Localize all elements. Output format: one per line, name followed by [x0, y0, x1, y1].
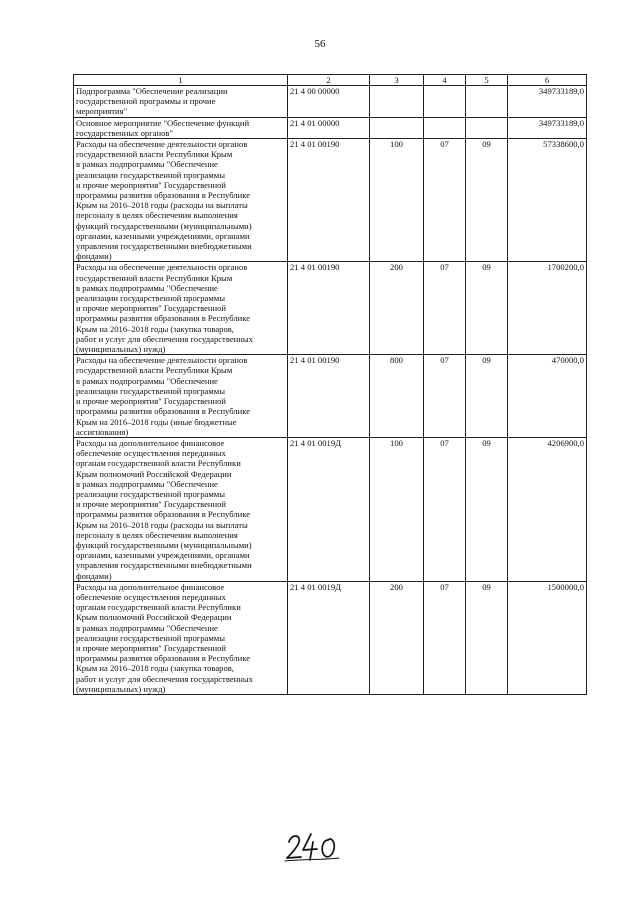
row-target-code: 21 4 01 00190: [288, 355, 370, 438]
table-header-row: [74, 75, 587, 86]
row-description: Основное мероприятие "Обеспечение функций государственных органов": [74, 117, 288, 138]
row-section: [424, 117, 466, 138]
row-subsection: 09: [466, 437, 508, 581]
handwritten-page-mark: [283, 830, 343, 864]
row-amount: 349733189,0: [508, 117, 587, 138]
row-description: Расходы на обеспечение деятельности органов государственной власти Республики Крым в рамках подпрограммы "Обеспечение реализации государственной программы и прочие мероприятия" Государственной программы развития образования в Республике Крым на 2016–2018 годы (закупка товаров, работ и услуг для обеспечения государственных (муниципальных) нужд): [74, 262, 288, 355]
row-section: 07: [424, 139, 466, 262]
row-section: 07: [424, 262, 466, 355]
row-expense-type: 200: [370, 262, 424, 355]
page-number: 56: [314, 38, 326, 50]
table-row: [74, 355, 587, 438]
row-expense-type: 100: [370, 139, 424, 262]
table-row: [74, 86, 587, 118]
column-header: 3: [370, 75, 424, 86]
row-description: Расходы на обеспечение деятельности органов государственной власти Республики Крым в рамках подпрограммы "Обеспечение реализации государственной программы и прочие мероприятия" Государственной программы развития образования в Республике Крым на 2016–2018 годы (иные бюджетные ассигнования): [74, 355, 288, 438]
row-section: 07: [424, 437, 466, 581]
row-target-code: 21 4 01 0019Д: [288, 581, 370, 694]
row-expense-type: [370, 117, 424, 138]
row-amount: 57338600,0: [508, 139, 587, 262]
table-row: [74, 437, 587, 581]
row-target-code: 21 4 01 0019Д: [288, 437, 370, 581]
table-row: [74, 262, 587, 355]
row-description: Расходы на обеспечение деятельности органов государственной власти Республики Крым в рамках подпрограммы "Обеспечение реализации государственной программы и прочие мероприятия" Государственной программы развития образования в Республике Крым на 2016–2018 годы (расходы на выплаты персоналу в целях обеспечения выполнения функций государственными (муниципальными) органами, казенными учреждениями, органами управления государственными внебюджетными фондами): [74, 139, 288, 262]
row-subsection: 09: [466, 262, 508, 355]
row-section: [424, 86, 466, 118]
row-section: 07: [424, 581, 466, 694]
row-subsection: 09: [466, 355, 508, 438]
column-header: 2: [288, 75, 370, 86]
row-expense-type: 800: [370, 355, 424, 438]
row-target-code: 21 4 01 00000: [288, 117, 370, 138]
budget-table: [73, 74, 587, 695]
row-expense-type: 100: [370, 437, 424, 581]
column-header: 5: [466, 75, 508, 86]
row-subsection: 09: [466, 139, 508, 262]
table-row: [74, 117, 587, 138]
row-amount: 1700200,0: [508, 262, 587, 355]
row-target-code: 21 4 00 00000: [288, 86, 370, 118]
row-expense-type: 200: [370, 581, 424, 694]
row-description: Расходы на дополнительное финансовое обеспечение осуществления переданных органам государственной власти Республики Крым полномочий Российской Федерации в рамках подпрограммы "Обеспечение реализации государственной программы и прочие мероприятия" Государственной программы развития образования в Республике Крым на 2016–2018 годы (закупка товаров, работ и услуг для обеспечения государственных (муниципальных) нужд): [74, 581, 288, 694]
row-subsection: [466, 117, 508, 138]
table-row: [74, 581, 587, 694]
row-amount: 1500000,0: [508, 581, 587, 694]
row-target-code: 21 4 01 00190: [288, 262, 370, 355]
column-header: 1: [74, 75, 288, 86]
table-row: [74, 139, 587, 262]
row-subsection: 09: [466, 581, 508, 694]
row-subsection: [466, 86, 508, 118]
row-description: Расходы на дополнительное финансовое обеспечение осуществления переданных органам государственной власти Республики Крым полномочий Российской Федерации в рамках подпрограммы "Обеспечение реализации государственной программы и прочие мероприятия" Государственной программы развития образования в Республике Крым на 2016–2018 годы (расходы на выплаты персоналу в целях обеспечения выполнения функций государственными (муниципальными) органами, казенными учреждениями, органами управления государственными внебюджетными фондами): [74, 437, 288, 581]
row-amount: 349733189,0: [508, 86, 587, 118]
column-header: 4: [424, 75, 466, 86]
column-header: 6: [508, 75, 587, 86]
row-amount: 470000,0: [508, 355, 587, 438]
row-expense-type: [370, 86, 424, 118]
row-description: Подпрограмма "Обеспечение реализации государственной программы и прочие мероприятия": [74, 86, 288, 118]
row-section: 07: [424, 355, 466, 438]
row-target-code: 21 4 01 00190: [288, 139, 370, 262]
row-amount: 4206900,0: [508, 437, 587, 581]
